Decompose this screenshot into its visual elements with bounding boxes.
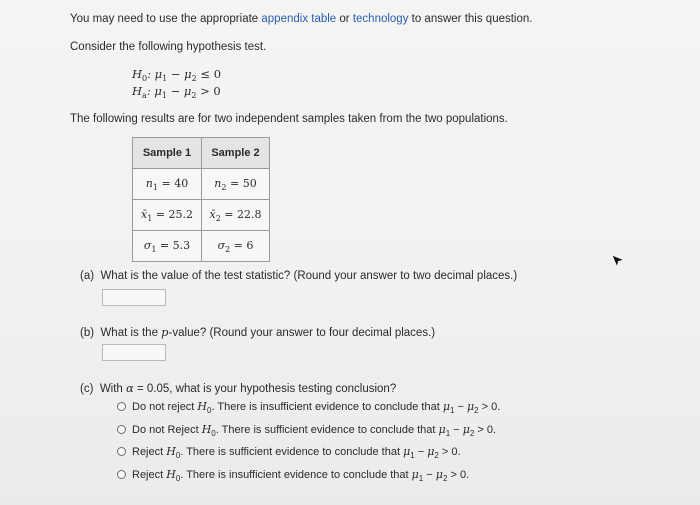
question-b-label: (b) (80, 327, 95, 339)
p-value-input[interactable] (102, 344, 166, 361)
option-2-label[interactable]: Do not Reject $H_0$. There is sufficient evidence to conclude that $\mu_1 - \mu_2 > 0$. (132, 423, 497, 438)
intro-middle: or (336, 13, 353, 25)
table-row (133, 200, 270, 231)
samples-intro-text: The following results are for two independent samples taken from the two populations. (70, 113, 508, 125)
table-header-row (133, 138, 270, 169)
question-c-label: (c) (80, 383, 94, 395)
intro-suffix: to answer this question. (408, 13, 533, 25)
option-3-label[interactable]: Reject $H_0$. There is sufficient evidence to conclude that $\mu_1 - \mu_2 > 0$. (132, 445, 461, 460)
intro-text (70, 13, 532, 25)
option-1-label[interactable]: Do not reject $H_0$. There is insufficient evidence to conclude that $\mu_1 - \mu_2 > 0$. (132, 400, 501, 415)
option-1-radio[interactable] (117, 402, 126, 411)
sample-1-sigma: $\sigma_1 = 5.3$ (133, 231, 202, 262)
test-statistic-input[interactable] (102, 289, 166, 306)
option-3-radio[interactable] (117, 447, 126, 456)
sample-1-mean: $x̄_1 = 25.2$ (133, 200, 202, 231)
question-a-text: What is the value of the test statistic? (Round your answer to two decimal places.) (100, 270, 518, 282)
technology-link[interactable]: technology (352, 13, 409, 25)
option-4-label[interactable]: Reject $H_0$. There is insufficient evidence to conclude that $\mu_1 - \mu_2 > 0$. (132, 468, 470, 483)
mouse-cursor-icon (611, 254, 625, 268)
null-hypothesis: $H_0$: $\mu_1 - \mu_2 \le 0$ (132, 67, 222, 83)
option-4-radio[interactable] (117, 470, 126, 479)
table-row (133, 169, 270, 200)
appendix-table-link[interactable]: appendix table (261, 13, 337, 25)
sample-1-header: Sample 1 (133, 138, 202, 169)
sample-data-table (132, 137, 270, 262)
table-row (133, 231, 270, 262)
sample-1-size: $n_1 = 40$ (133, 169, 202, 200)
question-a (80, 270, 517, 282)
sample-2-sigma: $\sigma_2 = 6$ (202, 231, 270, 262)
question-b: (b) What is the p-value? (Round your answer to four decimal places.) (80, 325, 436, 339)
question-c: (c) With α = 0.05, what is your hypothesis testing conclusion? (80, 381, 397, 395)
sample-2-size: $n_2 = 50$ (202, 169, 270, 200)
sample-2-mean: $x̄_2 = 22.8$ (202, 200, 270, 231)
question-a-label: (a) (80, 270, 95, 282)
intro-prefix: You may need to use the appropriate (70, 13, 262, 25)
alternative-hypothesis: $H_a$: $\mu_1 - \mu_2 > 0$ (132, 84, 221, 100)
consider-text: Consider the following hypothesis test. (70, 41, 267, 53)
sample-2-header: Sample 2 (202, 138, 270, 169)
option-2-radio[interactable] (117, 425, 126, 434)
